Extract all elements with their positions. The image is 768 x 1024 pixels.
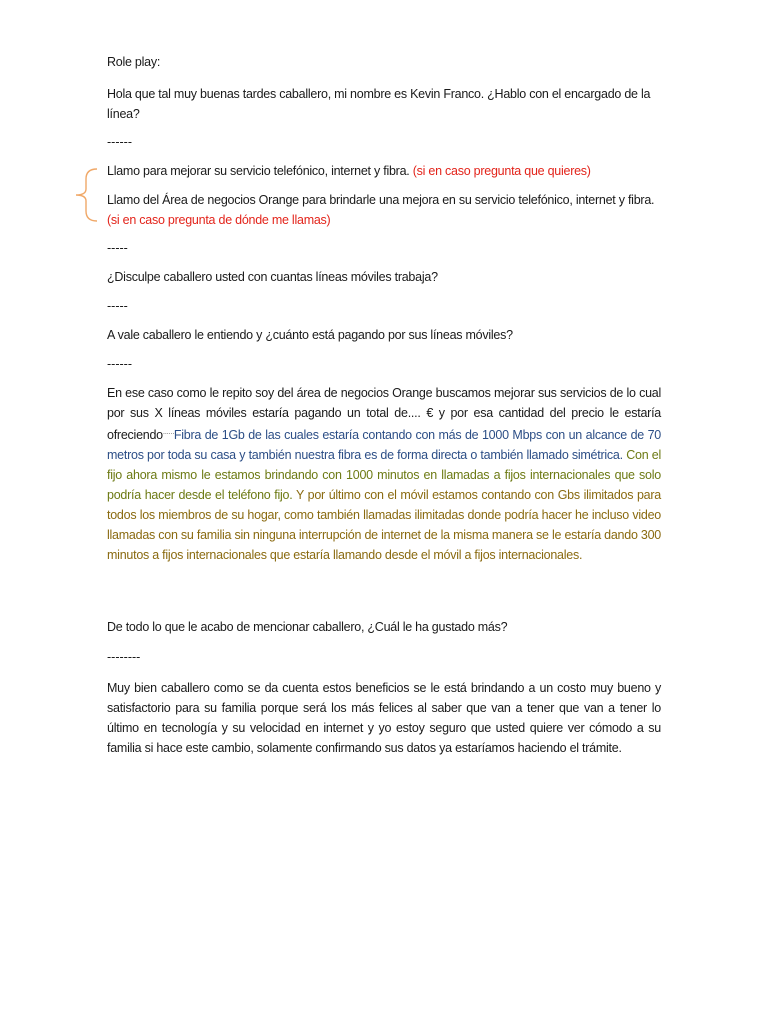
question-payment: A vale caballero le entiendo y ¿cuánto está pagando por sus líneas móviles? [107, 328, 513, 342]
offer-intro: En ese caso como le repito soy del área de negocios Orange buscamos mejorar sus servicios de lo cual por sus X líneas móviles estaría pagando un total de.... € y por esa cantidad del precio le estaría ofreciendo [107, 386, 661, 443]
separator-2: ----- [107, 241, 128, 255]
option-1-line: Llamo para mejorar su servicio telefónico, internet y fibra. (si en caso pregunta que quieres) [107, 164, 591, 178]
role-play-heading: Role play: [107, 55, 161, 69]
option-2-note: (si en caso pregunta de dónde me llamas) [107, 213, 331, 227]
offer-fijo: Con el fijo ahora mismo le estamos brindando con 1000 minutos en llamadas a fijos internacionales que solo podría hacer desde el teléfono fijo. [107, 448, 661, 503]
separator-4: ------ [107, 357, 132, 371]
closing-paragraph: Muy bien caballero como se da cuenta estos beneficios se le está brindando a un costo muy bueno y satisfactorio para su familia porque será los más felices al saber que van a tener que van a tener lo último en tecnología y su velocidad en internet y yo estoy seguro que usted quiere ver cómodo a su familia si hace este cambio, solamente confirmando sus datos ya estaríamos haciendo el trámite. [107, 681, 661, 755]
option-1-note: (si en caso pregunta que quieres) [412, 164, 591, 178]
greeting-line: Hola que tal muy buenas tardes caballero, mi nombre es Kevin Franco. ¿Hablo con el encargado de la línea? [107, 87, 651, 121]
separator-1: ------ [107, 135, 132, 149]
option-2-line: Llamo del Área de negocios Orange para brindarle una mejora en su servicio telefónico, internet y fibra. (si en caso pregunta de dónde me llamas) [107, 193, 655, 227]
separator-5: -------- [107, 650, 141, 664]
offer-paragraph [107, 383, 661, 565]
offer-movil: Y por último con el móvil estamos contando con Gbs ilimitados para todos los miembros de su hogar, como también llamadas ilimitadas donde podría hacer he incluso video llamadas con su familia sin ninguna interrupción de internet de la misma manera se le estaría dando 300 minutos a fijos internacionales que estaría llamando desde el móvil a fijos internacionales. [107, 488, 662, 563]
offer-fibra: Fibra de 1Gb de las cuales estaría contando con más de 1000 Mbps con un alcance de 70 metros por toda su casa y también nuestra fibra es de forma directa o también llamado simétrica. [107, 428, 661, 463]
separator-3: ----- [107, 299, 128, 313]
question-favorite: De todo lo que le acabo de mencionar caballero, ¿Cuál le ha gustado más? [107, 620, 508, 634]
curly-brace-icon [68, 167, 98, 223]
offer-dots: …… [162, 430, 174, 436]
question-lines: ¿Disculpe caballero usted con cuantas líneas móviles trabaja? [107, 270, 438, 284]
